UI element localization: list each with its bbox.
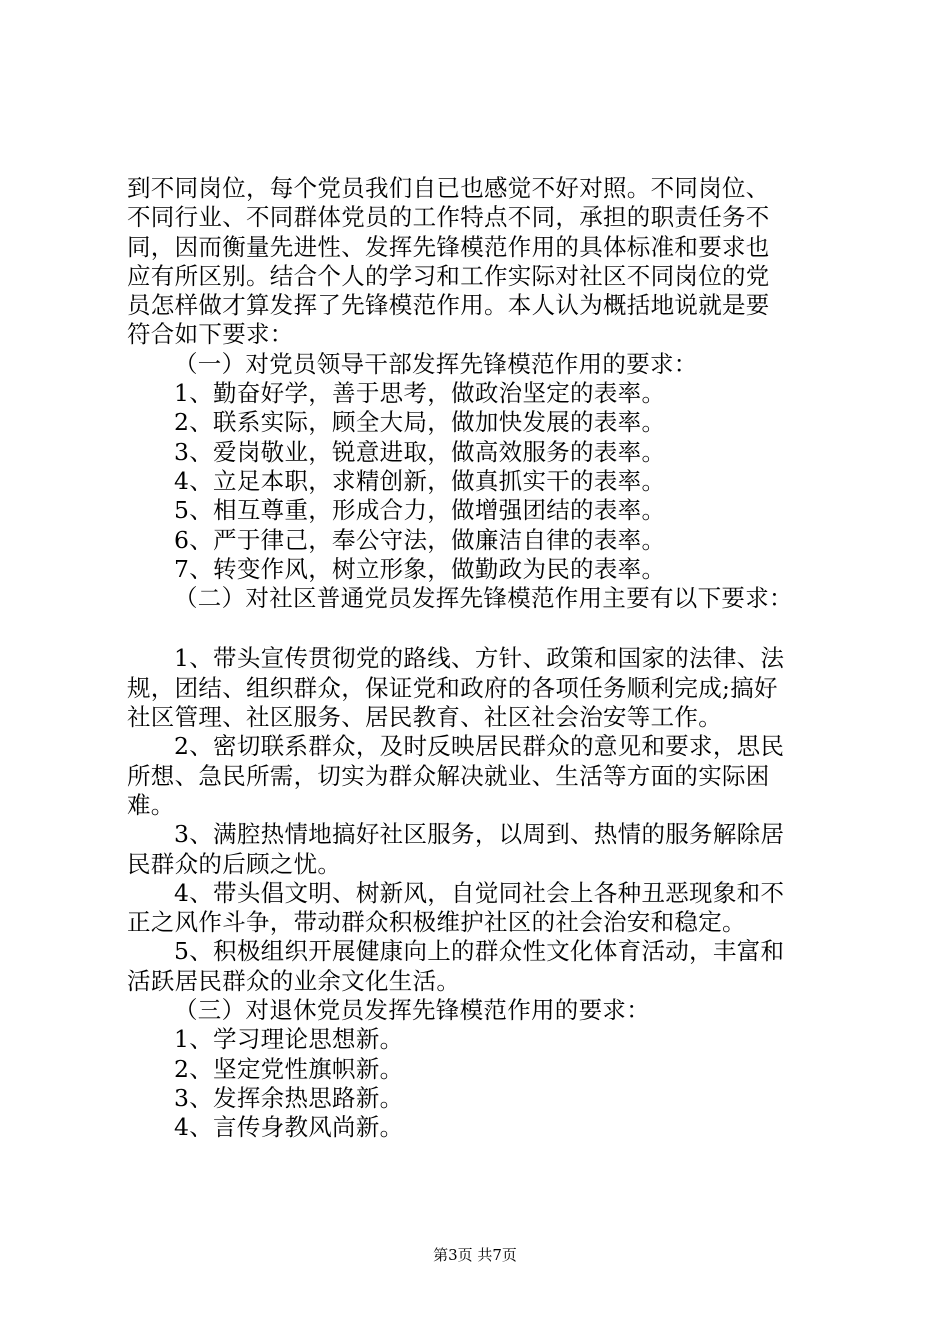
- paragraph-line: 4、带头倡文明、树新风，自觉同社会上各种丑恶现象和不: [174, 878, 785, 907]
- paragraph-line: 应有所区别。结合个人的学习和工作实际对社区不同岗位的党: [127, 261, 770, 290]
- list-item: 2、联系实际，顾全大局，做加快发展的表率。: [174, 408, 666, 437]
- paragraph-line: 2、密切联系群众，及时反映居民群众的意见和要求，思民: [174, 732, 785, 761]
- section-heading-1: （一）对党员领导干部发挥先锋模范作用的要求：: [174, 349, 698, 378]
- section-heading-2: （二）对社区普通党员发挥先锋模范作用主要有以下要求：: [174, 584, 793, 613]
- list-item: 5、相互尊重，形成合力，做增强团结的表率。: [174, 496, 666, 525]
- list-item: 1、勤奋好学，善于思考，做政治坚定的表率。: [174, 379, 666, 408]
- paragraph-line: 所想、急民所需，切实为群众解决就业、生活等方面的实际困: [127, 761, 770, 790]
- document-body: [127, 174, 832, 1143]
- paragraph-line: 正之风作斗争，带动群众积极维护社区的社会治安和稳定。: [127, 908, 746, 937]
- list-item: 6、严于律己，奉公守法，做廉洁自律的表率。: [174, 525, 666, 554]
- paragraph-line: 同，因而衡量先进性、发挥先锋模范作用的具体标准和要求也: [127, 232, 770, 261]
- list-item: 2、坚定党性旗帜新。: [174, 1054, 404, 1083]
- paragraph-line: 到不同岗位，每个党员我们自已也感觉不好对照。不同岗位、: [127, 174, 770, 202]
- list-item: 3、爱岗敬业，锐意进取，做高效服务的表率。: [174, 437, 666, 466]
- paragraph-line: 规，团结、组织群众，保证党和政府的各项任务顺利完成;搞好: [127, 673, 778, 702]
- paragraph-line: 符合如下要求：: [127, 320, 294, 349]
- paragraph-line: 3、满腔热情地搞好社区服务，以周到、热情的服务解除居: [174, 820, 785, 849]
- list-item: 4、言传身教风尚新。: [174, 1113, 404, 1142]
- paragraph-line: 员怎样做才算发挥了先锋模范作用。本人认为概括地说就是要: [127, 291, 770, 320]
- paragraph-line: 5、积极组织开展健康向上的群众性文化体育活动，丰富和: [174, 937, 785, 966]
- list-item: 3、发挥余热思路新。: [174, 1083, 404, 1112]
- list-item: 7、转变作风，树立形象，做勤政为民的表率。: [174, 554, 666, 583]
- list-item: 1、学习理论思想新。: [174, 1025, 404, 1054]
- paragraph-gap: [127, 613, 832, 644]
- list-item: 4、立足本职，求精创新，做真抓实干的表率。: [174, 466, 666, 495]
- page-number-footer: 第3页 共7页: [433, 1246, 517, 1264]
- paragraph-line: 1、带头宣传贯彻党的路线、方针、政策和国家的法律、法: [174, 644, 785, 673]
- paragraph-line: 不同行业、不同群体党员的工作特点不同，承担的职责任务不: [127, 203, 770, 232]
- paragraph-line: 社区管理、社区服务、居民教育、社区社会治安等工作。: [127, 703, 722, 732]
- paragraph-line: 活跃居民群众的业余文化生活。: [127, 966, 461, 995]
- paragraph-line: 难。: [127, 790, 175, 819]
- paragraph-line: 民群众的后顾之忧。: [127, 849, 342, 878]
- section-heading-3: （三）对退休党员发挥先锋模范作用的要求：: [174, 996, 650, 1025]
